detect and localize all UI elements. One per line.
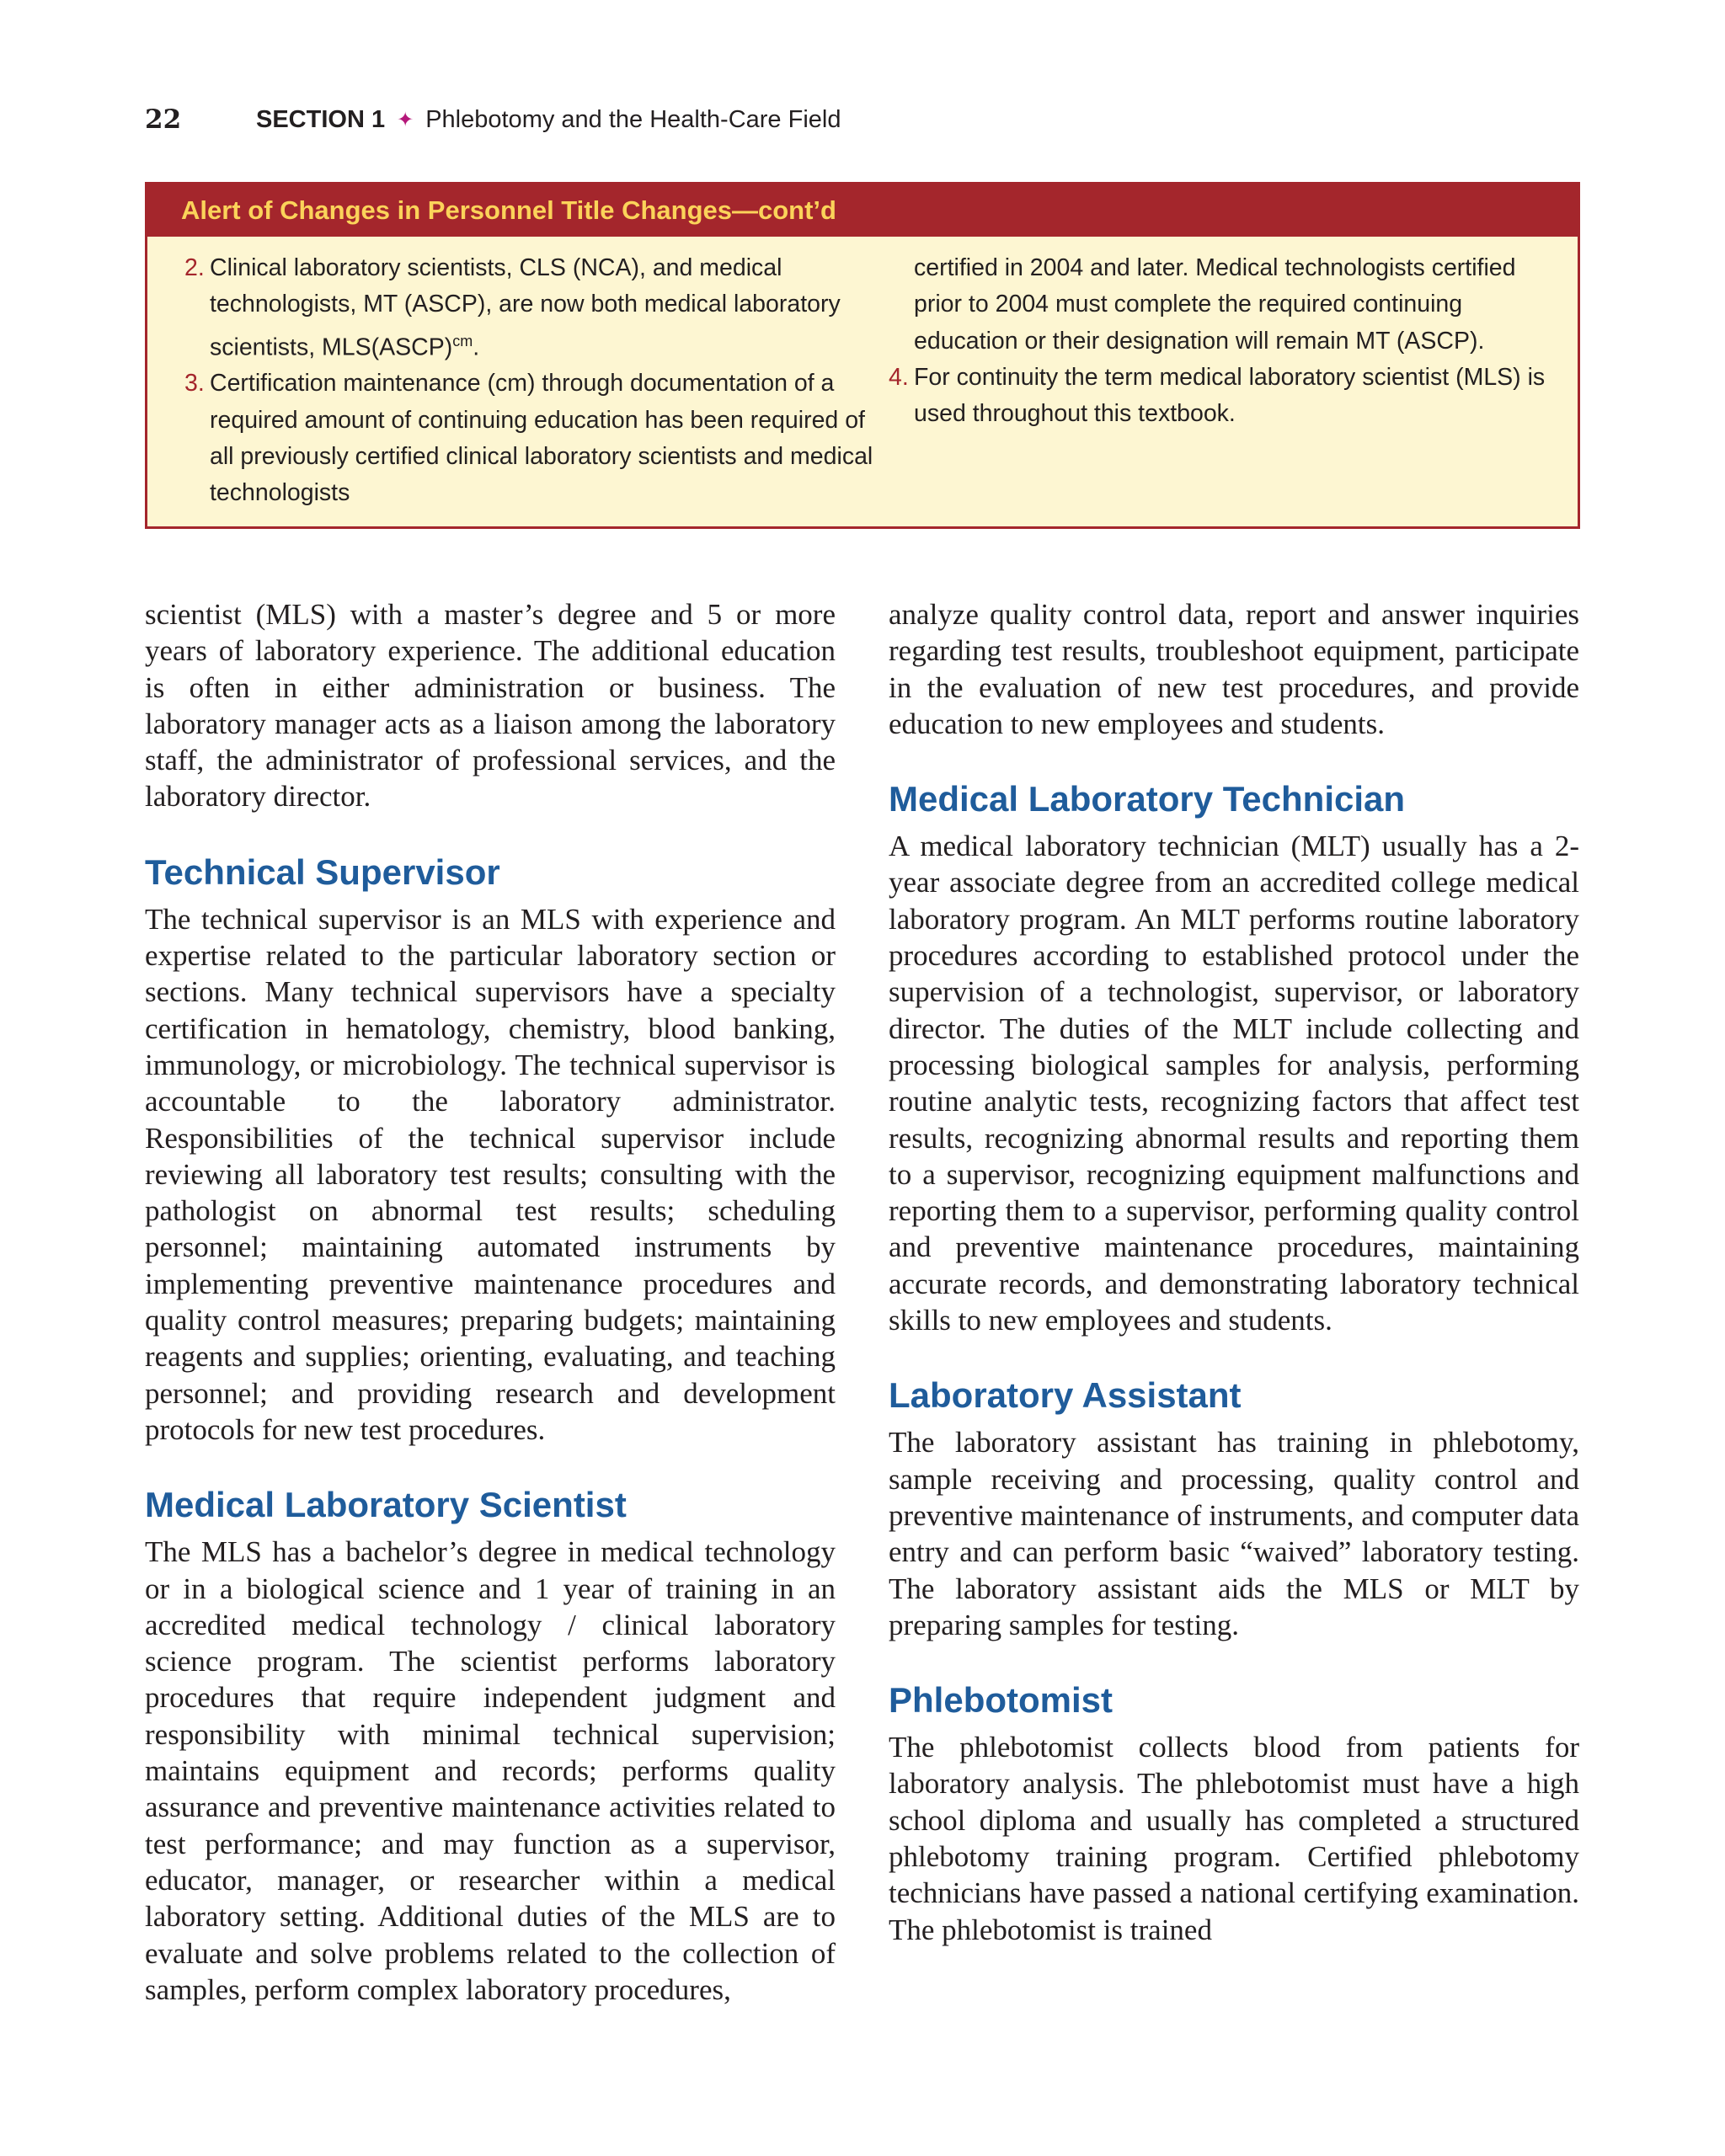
heading-technical-supervisor: Technical Supervisor (145, 851, 500, 892)
heading-medical-laboratory-scientist: Medical Laboratory Scientist (145, 1485, 627, 1525)
alert-title: Alert of Changes in Personnel Title Changes—cont’d (181, 195, 836, 225)
left-column (145, 596, 836, 2008)
heading-phlebotomist: Phlebotomist (889, 1680, 1114, 1721)
alert-item-4-text: For continuity the term medical laboratory scientist (MLS) is used throughout this textbook. (914, 363, 1546, 428)
paragraph-phlebotomist: The phlebotomist collects blood from patients for laboratory analysis. The phlebotomist must have a high school diploma and usually has completed a structured phlebotomy training program. Certified phlebotomy technicians have passed a national certifying examination. The phlebotomist is trained (889, 1731, 1579, 1946)
alert-item-4 (889, 360, 1562, 433)
alert-item-3-text: Certification maintenance (cm) through documentation of a required amount of continuing education has been required of all previously certified clinical laboratory scientists and medical technologists (210, 370, 873, 507)
alert-item-number: 3. (184, 370, 205, 398)
alert-column-left (184, 250, 884, 512)
alert-item-3 (184, 366, 884, 511)
heading-medical-laboratory-technician: Medical Laboratory Technician (889, 779, 1406, 819)
alert-column-right (889, 250, 1562, 432)
superscript-cm: cm (452, 332, 473, 350)
heading-laboratory-assistant: Laboratory Assistant (889, 1375, 1242, 1416)
alert-item-number: 4. (889, 363, 909, 391)
alert-item-2-period: . (473, 334, 480, 361)
paragraph-laboratory-assistant: The laboratory assistant has training in phlebotomy, sample receiving and processing, quality control and preventive maintenance of instruments, and computer data entry and can perform basic “waived” laboratory testing. The laboratory assistant aids the MLS or MLT by preparing samples for testing. (889, 1426, 1579, 1641)
paragraph-mls-duties-continued: analyze quality control data, report and answer inquiries regarding test results, troubleshoot equipment, participate in the evaluation of new test procedures, and provide education to new employees and students. (889, 598, 1579, 740)
running-header (145, 103, 841, 136)
paragraph-technical-supervisor: The technical supervisor is an MLS with experience and expertise related to the particular laboratory section or sections. Many technical supervisors have a specialty certification in hematology, chemistry, blood banking, immunology, or microbiology. The technical supervisor is accountable to the laboratory administrator. Responsibilities of the technical supervisor include reviewing all laboratory test results; consulting with the pathologist on abnormal test results; scheduling personnel; maintaining automated instruments by implementing preventive maintenance procedures and quality control measures; preparing budgets; maintaining reagents and supplies; orienting, evaluating, and teaching personnel; and providing research and development protocols for new test procedures. (145, 902, 836, 1446)
alert-header (147, 184, 1578, 237)
paragraph-medical-laboratory-technician: A medical laboratory technician (MLT) usually has a 2-year associate degree from an accredited college medical laboratory program. An MLT performs routine laboratory procedures according to established protocol under the supervision of a technologist, supervisor, or laboratory director. The duties of the MLT include collecting and processing biological samples for analysis, performing routine analytic tests, recognizing factors that affect test results, recognizing abnormal results and reporting them to a supervisor, recognizing equipment malfunctions and reporting them to a supervisor, performing quality control and preventive maintenance procedures, maintaining accurate records, and demonstrating laboratory technical skills to new employees and students. (889, 830, 1579, 1337)
paragraph-medical-laboratory-scientist: The MLS has a bachelor’s degree in medical technology or in a biological science and 1 year of training in an accredited medical technology / clinical laboratory science program. The scientist performs laboratory procedures that require independent judgment and responsibility with minimal technical supervision; maintains equipment and records; performs quality assurance and preventive maintenance activities related to test performance; and may function as a supervisor, educator, manager, or researcher within a medical laboratory setting. Additional duties of the MLS are to evaluate and solve problems related to the collection of samples, perform complex laboratory procedures, (145, 1535, 836, 2006)
alert-item-2-text: Clinical laboratory scientists, CLS (NCA), and medical technologists, MT (ASCP), are now both medical laboratory scientists, MLS(ASCP) (210, 254, 841, 361)
page-number: 22 (145, 104, 182, 135)
section-label: SECTION 1 (256, 105, 386, 133)
alert-item-text (210, 250, 884, 366)
right-column (889, 596, 1579, 1948)
alert-item-2 (184, 250, 884, 366)
alert-item-number: 2. (184, 254, 205, 281)
star-icon: ✦ (397, 108, 414, 131)
alert-item-3-continued: certified in 2004 and later. Medical technologists certified prior to 2004 must complete the required continuing education or their designation will remain MT (ASCP). (914, 254, 1516, 355)
paragraph-lab-manager-continued: scientist (MLS) with a master’s degree and 5 or more years of laboratory experience. The additional education is often in either administration or business. The laboratory manager acts as a liaison among the laboratory staff, the administrator of professional services, and the laboratory director. (145, 598, 836, 814)
alert-box (145, 182, 1580, 529)
section-title: Phlebotomy and the Health-Care Field (425, 105, 841, 133)
